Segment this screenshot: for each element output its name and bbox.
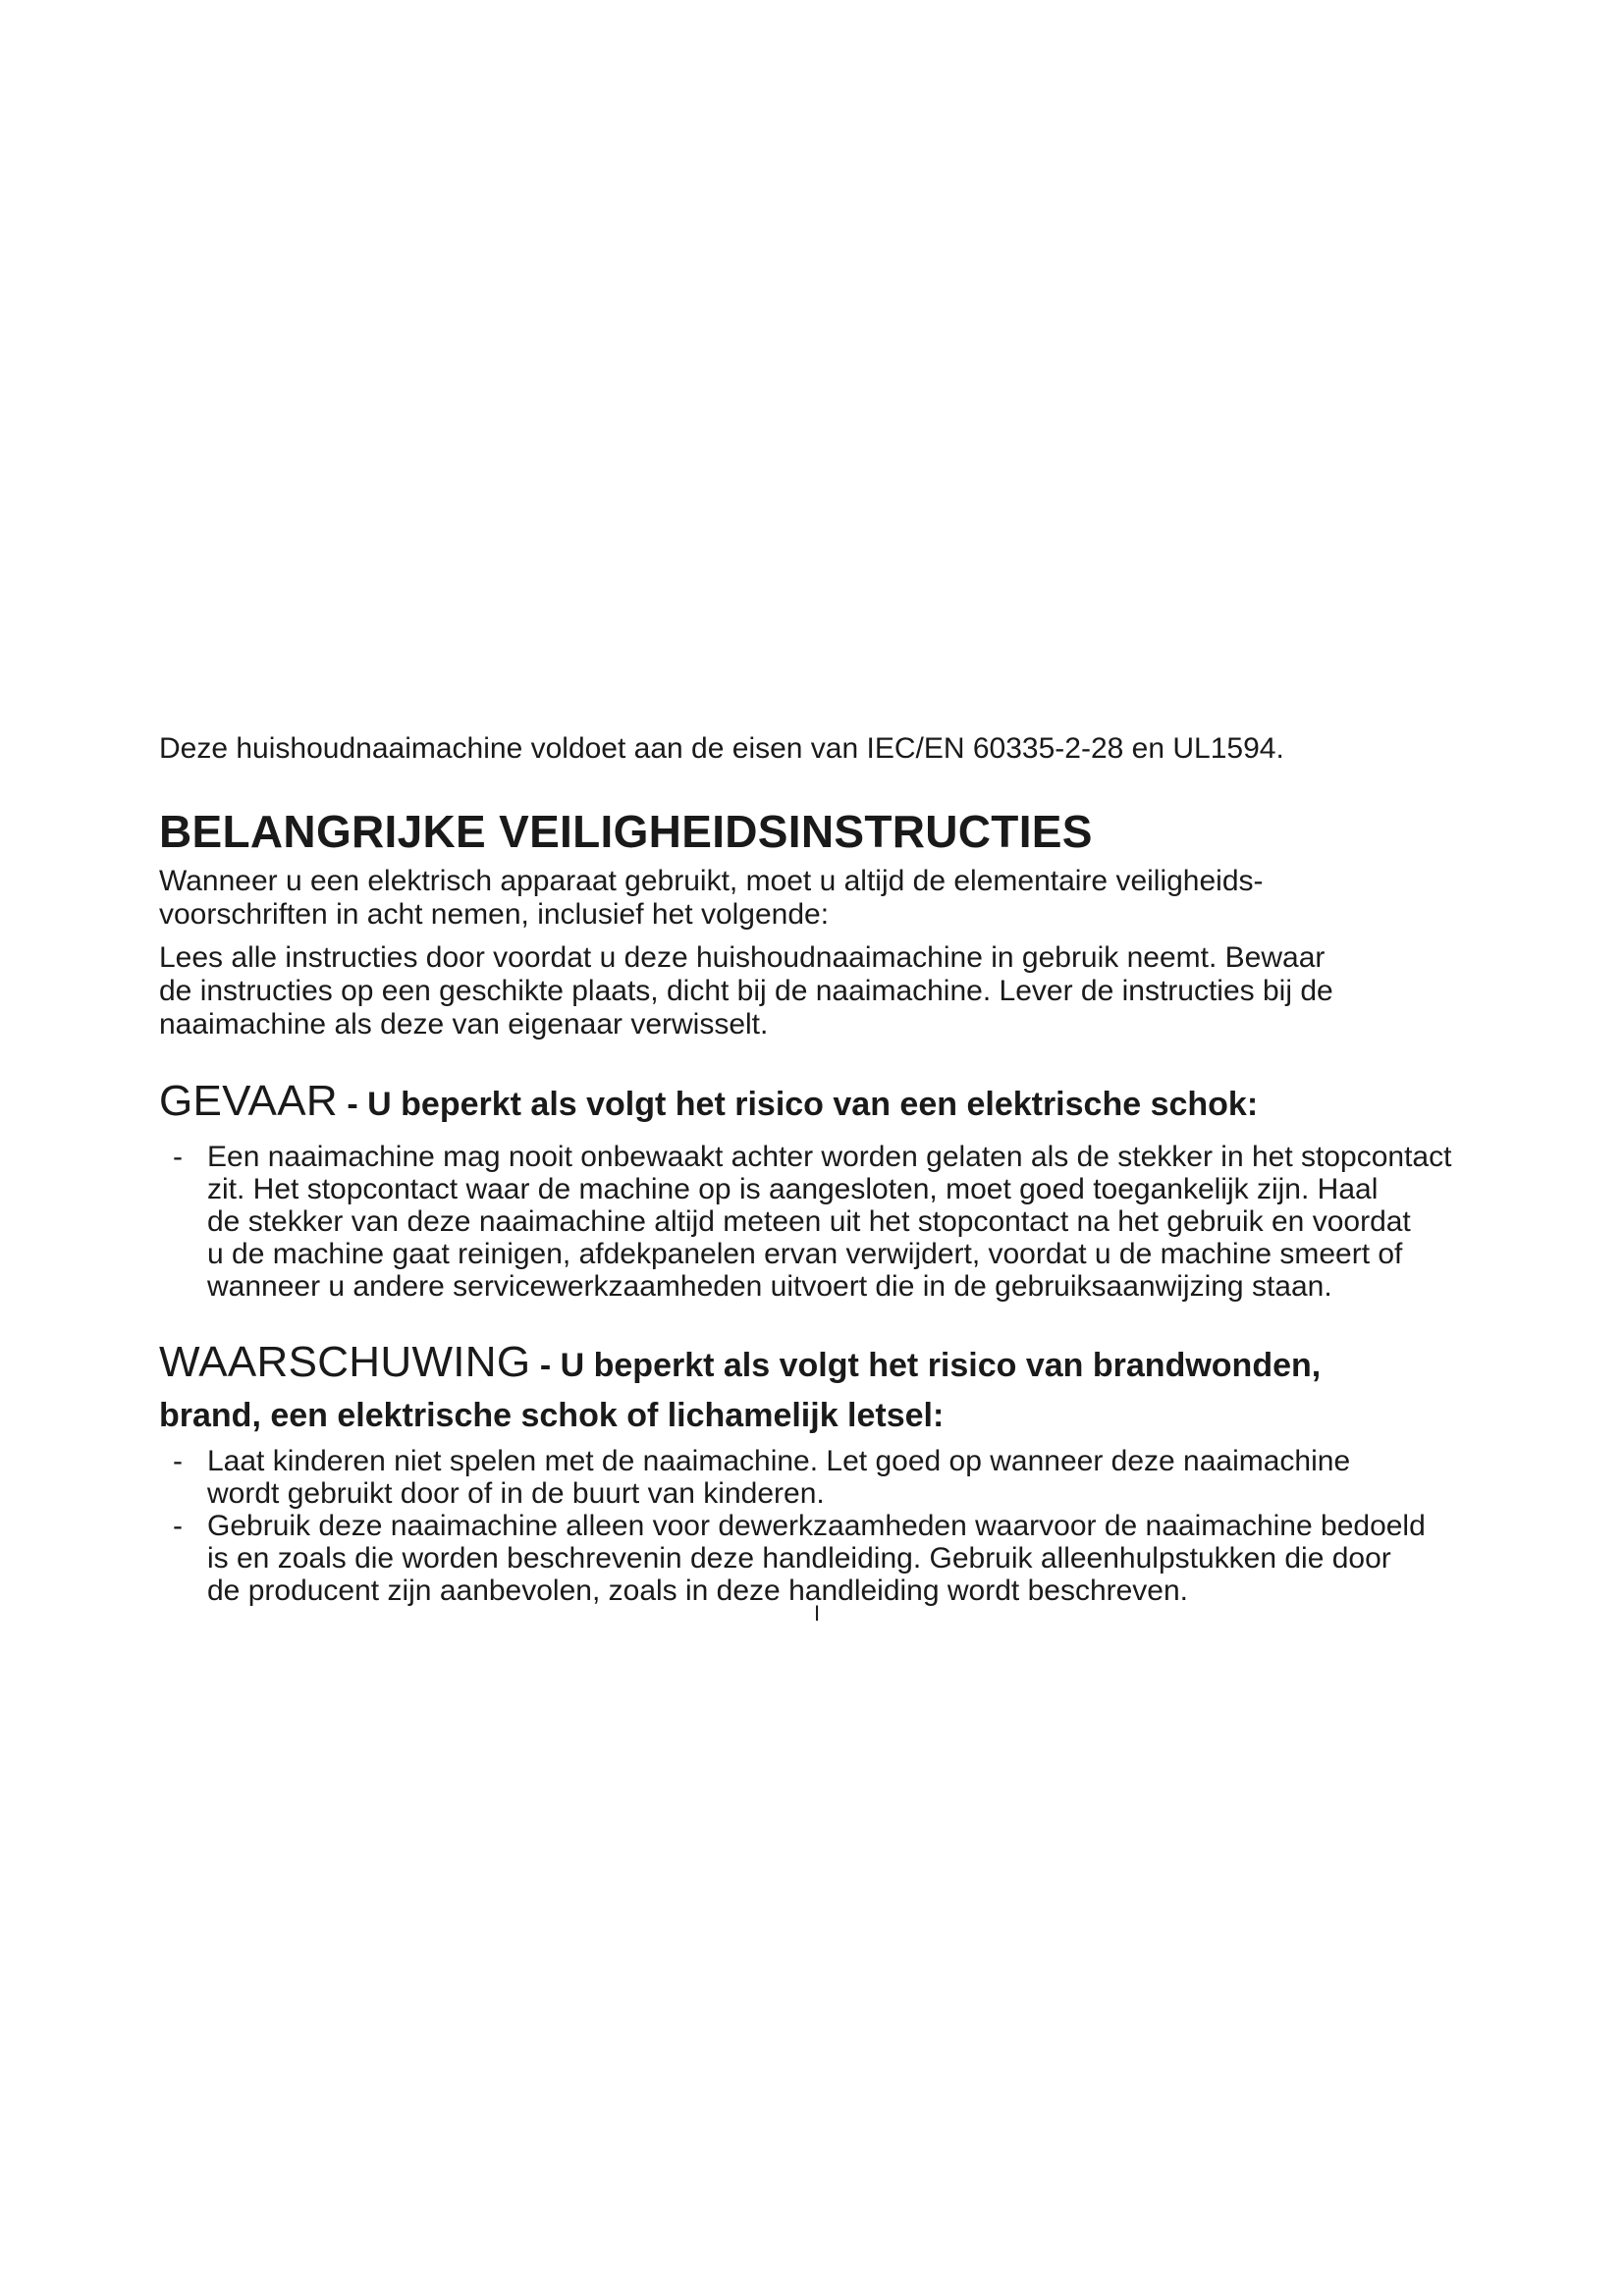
- danger-heading-label: GEVAAR: [159, 1077, 338, 1125]
- page-content: [159, 731, 1485, 1607]
- bullet-dash: -: [173, 1510, 183, 1542]
- list-item-line: is en zoals die worden beschrevenin deze handleiding. Gebruik alleenhulpstukken die door: [207, 1542, 1391, 1575]
- intro-paragraph-1-line: Wanneer u een elektrisch apparaat gebruikt, moet u altijd de elementaire veiligheids-: [159, 865, 1264, 897]
- intro-paragraph-2-line: de instructies op een geschikte plaats, dicht bij de naaimachine. Lever de instructies bij de: [159, 975, 1333, 1007]
- warning-heading-subtitle-continued: brand, een elektrische schok of lichamelijk letsel:: [159, 1397, 945, 1434]
- warning-heading-subtitle: - U beperkt als volgt het risico van brandwonden,: [530, 1347, 1322, 1384]
- bullet-dash: -: [173, 1141, 183, 1173]
- intro-paragraph-1-line: voorschriften in acht nemen, inclusief het volgende:: [159, 898, 830, 931]
- danger-list: [159, 1141, 1485, 1303]
- intro-paragraph-2-line: Lees alle instructies door voordat u deze huishoudnaaimachine in gebruik neemt. Bewaar: [159, 941, 1326, 974]
- bullet-dash: -: [173, 1445, 183, 1477]
- list-item: [173, 1510, 1485, 1607]
- warning-heading-label: WAARSCHUWING: [159, 1338, 531, 1386]
- warning-heading: [159, 1338, 1485, 1437]
- list-item-line: wordt gebruikt door of in de buurt van kinderen.: [207, 1477, 825, 1510]
- list-item-line: de producent zijn aanbevolen, zoals in deze handleiding wordt beschreven.: [207, 1575, 1189, 1607]
- intro-paragraph-2-line: naaimachine als deze van eigenaar verwisselt.: [159, 1008, 769, 1041]
- compliance-statement: Deze huishoudnaaimachine voldoet aan de eisen van IEC/EN 60335-2-28 en UL1594.: [159, 732, 1284, 765]
- list-item-line: Een naaimachine mag nooit onbewaakt achter worden gelaten als de stekker in het stopcontact: [207, 1141, 1452, 1173]
- page-title: BELANGRIJKE VEILIGHEIDSINSTRUCTIES: [159, 806, 1093, 857]
- list-item-line: de stekker van deze naaimachine altijd meteen uit het stopcontact na het gebruik en voordat: [207, 1205, 1411, 1238]
- intro-paragraph-1: [159, 865, 1485, 932]
- danger-heading-subtitle: - U beperkt als volgt het risico van een elektrische schok:: [337, 1086, 1259, 1123]
- intro-paragraph-2: [159, 941, 1485, 1041]
- page-number: I: [814, 1601, 821, 1626]
- list-item-line: wanneer u andere servicewerkzaamheden uitvoert die in de gebruiksaanwijzing staan.: [207, 1270, 1332, 1303]
- list-item-line: Gebruik deze naaimachine alleen voor dewerkzaamheden waarvoor de naaimachine bedoeld: [207, 1510, 1426, 1542]
- list-item-line: u de machine gaat reinigen, afdekpanelen ervan verwijdert, voordat u de machine smeert of: [207, 1238, 1403, 1270]
- list-item-line: Laat kinderen niet spelen met de naaimachine. Let goed op wanneer deze naaimachine: [207, 1445, 1351, 1477]
- list-item: [173, 1141, 1485, 1303]
- warning-list: [159, 1445, 1485, 1607]
- list-item-line: zit. Het stopcontact waar de machine op is aangesloten, moet goed toegankelijk zijn. Haal: [207, 1173, 1379, 1205]
- danger-heading: [159, 1077, 1485, 1133]
- list-item: [173, 1445, 1485, 1510]
